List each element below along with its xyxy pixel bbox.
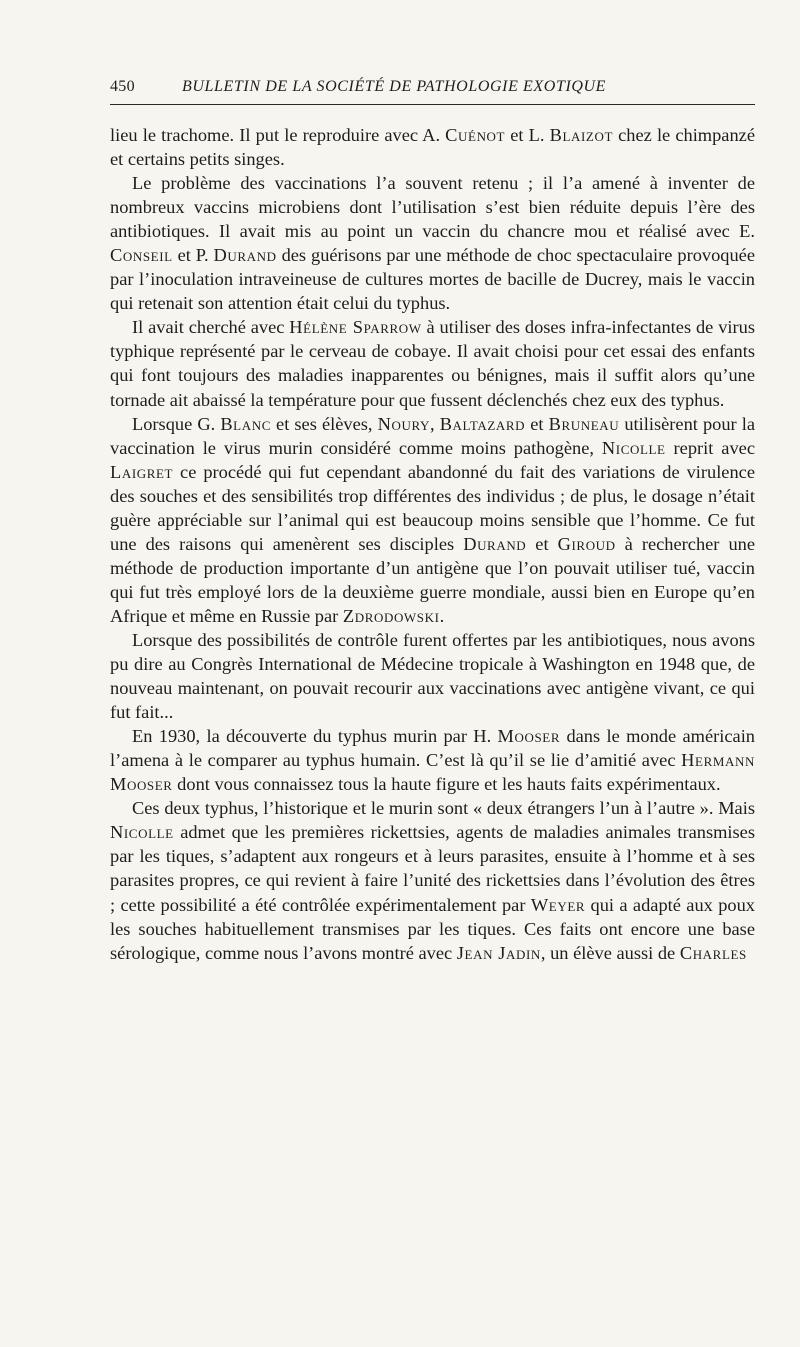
text-run: dans le monde américain l’amena à le comparer au typhus humain. C’est là qu’il se lie d’amitié avec [110, 726, 755, 771]
text-run: reprit avec [665, 437, 755, 458]
author-name: Noury [377, 413, 430, 434]
text-run: et P. [172, 245, 214, 266]
running-title: BULLETIN DE LA SOCIÉTÉ DE PATHOLOGIE EXOTIQUE [182, 78, 607, 95]
article-body [110, 123, 755, 965]
text-run: et [525, 413, 549, 434]
text-run: dont vous connaissez tous la haute figure et les hauts faits expérimentaux. [172, 774, 721, 795]
text-run: admet que les premières rickettsies, agents de maladies animales transmises par les tiques, s’adaptent aux rongeurs et à leurs parasites, ensuite à l’homme et à ses parasites propres, ce qui revient à faire l’unité des rickettsies dans l’évolution des êtres ; cette possibilité a été contrôlée expérimentalement par [110, 822, 755, 915]
paragraph [110, 315, 755, 411]
author-name: Blanc [220, 413, 271, 434]
author-name: Nicolle [601, 437, 666, 458]
author-name: Durand [213, 245, 277, 266]
text-run: ce procédé qui fut cependant abandonné du fait des variations de virulence des souches et des sensibilités trop différentes des individus ; de plus, le dosage n’était guère appréciable sur l’animal qui est beaucoup moins sensible que l’homme. Ce fut une des raisons qui amenèrent ses disciples [110, 461, 755, 554]
text-run: à rechercher une méthode de production importante d’un antigène que l’on pouvait utiliser tué, vaccin qui fut très employé lors de la deuxième guerre mondiale, aussi bien en Europe qu’en Afrique et même en Russie par [110, 533, 755, 626]
page-number: 450 [110, 78, 135, 95]
text-run: et [526, 533, 558, 554]
paragraph [110, 724, 755, 796]
author-name: Cuénot [445, 125, 506, 145]
text-run: et L. [505, 125, 550, 145]
author-name: Bruneau [548, 413, 620, 434]
text-run: . [439, 605, 445, 626]
paragraph [110, 171, 755, 315]
author-name: Weyer [530, 894, 586, 915]
page-header [110, 78, 755, 105]
author-name: Jean Jadin [456, 942, 541, 963]
text-run: Lorsque des possibilités de contrôle furent offertes par les antibiotiques, nous avons pu dire au Congrès International de Médecine tropicale à Washington en 1948 que, de nouveau maintenant, on pouvait recourir aux vaccinations avec antigène vivant, ce qui fut fait... [110, 629, 755, 723]
paragraph [110, 412, 755, 628]
author-name: Nicolle [110, 822, 174, 843]
text-run: et ses élèves, [270, 413, 378, 434]
text-run: des guérisons par une méthode de choc spectaculaire provoquée par l’inoculation intraveineuse de cultures mortes de bacille de Ducrey, mais le vaccin qui retenait son attention était celui du typhus. [110, 245, 755, 314]
text-run: En 1930, la découverte du typhus murin par H. [132, 726, 498, 747]
text-run: Ces deux typhus, l’historique et le murin sont « deux étrangers l’un à l’autre ». Mais [132, 798, 755, 819]
text-run: Le problème des vaccinations l’a souvent retenu ; il l’a amené à inventer de nombreux vaccins microbiens dont l’utilisation s’est bien réduite depuis l’ère des antibiotiques. Il avait mis au point un vaccin du chancre mou et réalisé avec E. [110, 173, 755, 242]
author-name: Charles [679, 942, 747, 963]
author-name: Conseil [110, 245, 173, 266]
author-name: Zdrodowski [342, 605, 440, 626]
text-run: à utiliser des doses infra-infectantes de virus typhique représenté par le cerveau de cobaye. Il avait choisi pour cet essai des enfants qui font toujours des maladies inapparentes ou bénignes, mais il suffit alors qu’une tornade ait abaissé la température pour que fussent déclenchés chez eux des typhus. [110, 317, 755, 410]
paragraph [110, 796, 755, 964]
author-name: Baltazard [439, 413, 526, 434]
paragraph [110, 123, 755, 171]
author-name: Hélène Sparrow [289, 317, 422, 338]
author-name: Laigret [110, 461, 174, 482]
text-run: chez le chimpanzé et certains petits singes. [110, 125, 755, 170]
text-run: utilisèrent pour la vaccination le virus murin considéré comme moins pathogène, [110, 413, 756, 458]
author-name: Blaizot [549, 125, 613, 145]
text-run: , [430, 413, 440, 434]
author-name: Durand [463, 533, 527, 554]
text-run: Il avait cherché avec [132, 317, 290, 338]
author-name: Mooser [497, 726, 561, 747]
text-run: qui a adapté aux poux les souches habituellement transmises par les tiques. Ces faits ont encore une base sérologique, comme nous l’avons montré avec [110, 894, 755, 963]
author-name: Giroud [557, 533, 616, 554]
page [110, 78, 755, 965]
paragraph [110, 628, 755, 724]
text-run: , un élève aussi de [540, 942, 680, 963]
text-run: Lorsque G. [132, 413, 221, 434]
author-name: Hermann Mooser [110, 750, 755, 795]
text-run: lieu le trachome. Il put le reproduire avec A. [110, 125, 446, 145]
